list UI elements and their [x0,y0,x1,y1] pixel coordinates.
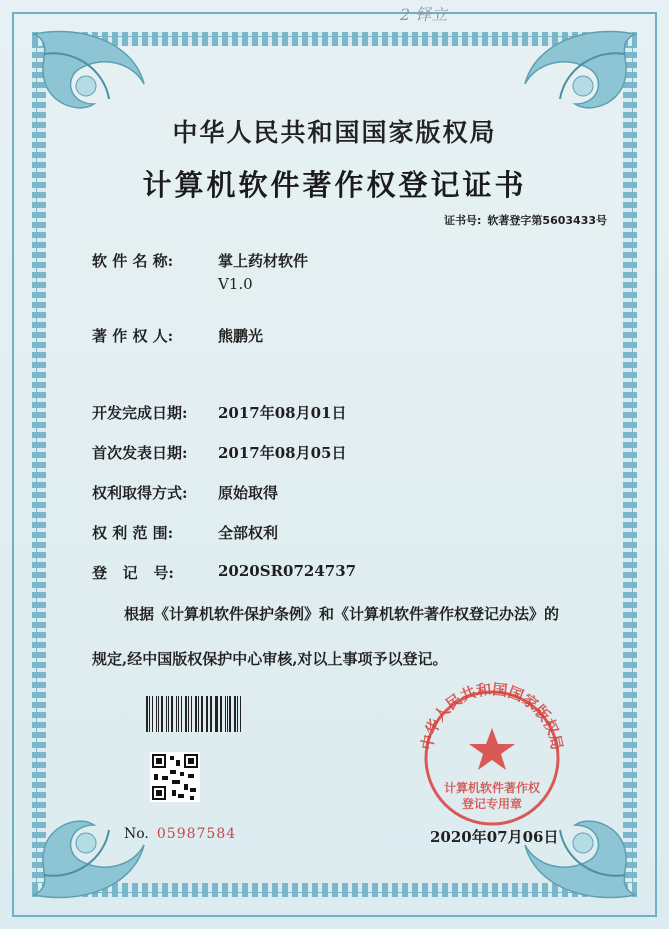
barcode-stripe [168,696,169,732]
barcode-stripe [191,696,192,732]
barcode-stripe [216,696,218,732]
handwritten-note: 2 铎立 [400,5,448,24]
barcode-stripe [201,696,203,732]
barcode-stripe [210,696,211,732]
barcode-stripe [206,696,207,732]
field-dev-date [92,402,347,423]
barcode-stripe [229,696,230,732]
seal-line2: 登记专用章 [461,797,523,811]
body-paragraph-line2: 规定,经中国版权保护中心审核,对以上事项予以登记。 [92,650,448,668]
barcode-stripe [198,696,199,732]
barcode-stripe [181,696,182,732]
serial-label: No. [124,826,149,842]
barcode-stripe [220,696,221,732]
barcode-stripe [185,696,187,732]
scope-value: 全部权利 [218,524,279,542]
barcode-stripe [146,696,148,732]
barcode-stripe [195,696,196,732]
field-software-name [92,250,308,293]
field-owner [92,325,263,346]
field-publish-date [92,442,347,463]
barcode-stripe [178,696,179,732]
field-label: 权利取得方式: [92,484,188,502]
corner-ornament [24,795,164,905]
field-reg-no [92,562,356,583]
barcode [146,696,244,732]
field-label: 软 件 名 称: [92,252,174,270]
field-scope [92,522,278,543]
field-label: 权 利 范 围: [92,524,174,542]
field-label: 登 记 号: [92,564,174,582]
barcode-stripe [215,696,216,732]
barcode-stripe [188,696,189,732]
software-name-value: 掌上药材软件 [218,252,309,270]
barcode-stripe [166,696,167,732]
barcode-stripe [234,696,236,732]
reg-no-value: 2020SR0724737 [218,562,357,580]
software-version: V1.0 [218,275,253,293]
owner-value: 熊鹏光 [218,327,264,345]
barcode-stripe [207,696,208,732]
seal-arc-text: 中华人民共和国国家版权局 [417,680,567,752]
barcode-stripe [152,696,153,732]
field-acquire-method [92,482,278,503]
serial-value: 05987584 [156,826,237,842]
dev-date-value: 2017年08月01日 [218,404,347,422]
acquire-method-value: 原始取得 [218,484,279,502]
serial-number [124,826,236,842]
issue-date: 2020年07月06日 [430,828,559,846]
barcode-stripe [237,696,238,732]
certificate-number-label: 证书号: [444,214,482,227]
barcode-stripe [240,696,241,732]
barcode-stripe [176,696,177,732]
certificate-number-value: 软著登字第5603433号 [487,214,607,227]
publish-date-value: 2017年08月05日 [218,444,347,462]
barcode-stripe [156,696,157,732]
qr-code [150,752,200,802]
barcode-stripe [149,696,150,732]
certificate-title: 计算机软件著作权登记证书 [142,168,527,202]
certificate-number [438,212,607,228]
barcode-stripe [227,696,228,732]
body-paragraph-line1: 根据《计算机软件保护条例》和《计算机软件著作权登记办法》的 [124,605,560,623]
barcode-stripe [158,696,159,732]
field-label: 著 作 权 人: [92,327,174,345]
barcode-stripe [225,696,226,732]
issuer-title: 中华人民共和国国家版权局 [172,118,497,147]
seal-line1: 计算机软件著作权 [443,781,541,795]
official-seal [412,680,572,830]
barcode-stripe [171,696,173,732]
field-label: 开发完成日期: [92,404,188,422]
field-label: 首次发表日期: [92,444,188,462]
barcode-stripe [161,696,163,732]
